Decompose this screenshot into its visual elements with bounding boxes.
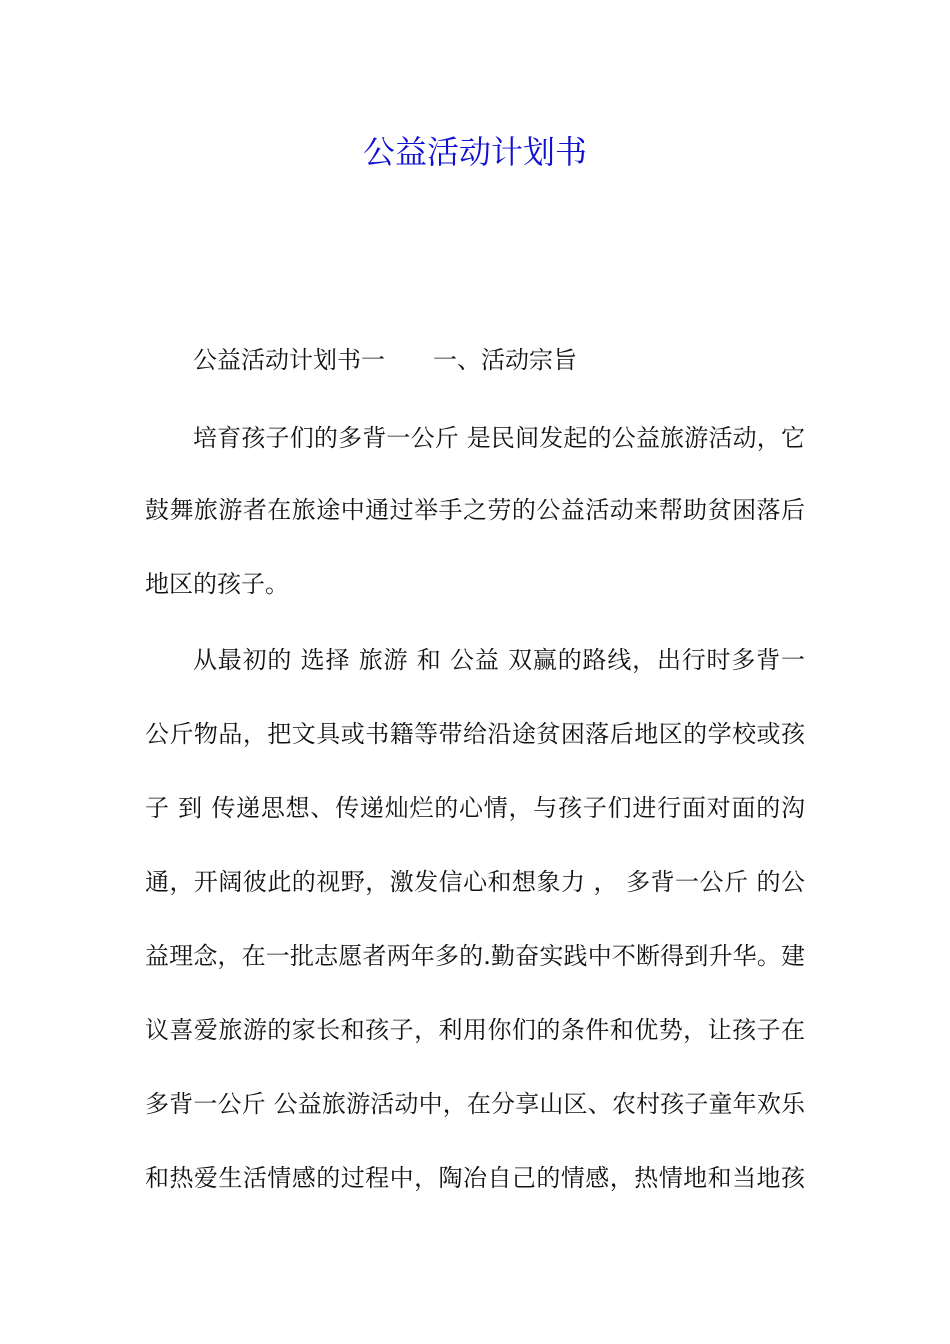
paragraph-2-line-1: 从最初的 选择 旅游 和 公益 双赢的路线，出行时多背一 [193, 646, 805, 674]
document-title: 公益活动计划书 [362, 133, 587, 171]
section-heading-line: 公益活动计划书一 一、活动宗旨 [193, 346, 577, 374]
paragraph-1-line-2: 鼓舞旅游者在旅途中通过举手之劳的公益活动来帮助贫困落后 [145, 496, 805, 524]
paragraph-2-line-3: 子 到 传递思想、传递灿烂的心情，与孩子们进行面对面的沟 [145, 794, 805, 822]
paragraph-1-line-1: 培育孩子们的多背一公斤 是民间发起的公益旅游活动，它 [193, 424, 805, 452]
paragraph-2-line-2: 公斤物品，把文具或书籍等带给沿途贫困落后地区的学校或孩 [145, 720, 805, 748]
paragraph-2-line-8: 和热爱生活情感的过程中，陶冶自己的情感，热情地和当地孩 [145, 1164, 805, 1192]
paragraph-2-line-5: 益理念，在一批志愿者两年多的.勤奋实践中不断得到升华。建 [145, 942, 805, 970]
paragraph-2-line-6: 议喜爱旅游的家长和孩子，利用你们的条件和优势，让孩子在 [145, 1016, 805, 1044]
paragraph-2-line-7: 多背一公斤 公益旅游活动中，在分享山区、农村孩子童年欢乐 [145, 1090, 805, 1118]
paragraph-1-line-3: 地区的孩子。 [145, 570, 289, 598]
paragraph-2-line-4: 通，开阔彼此的视野，激发信心和想象力 ， 多背一公斤 的公 [145, 868, 805, 896]
